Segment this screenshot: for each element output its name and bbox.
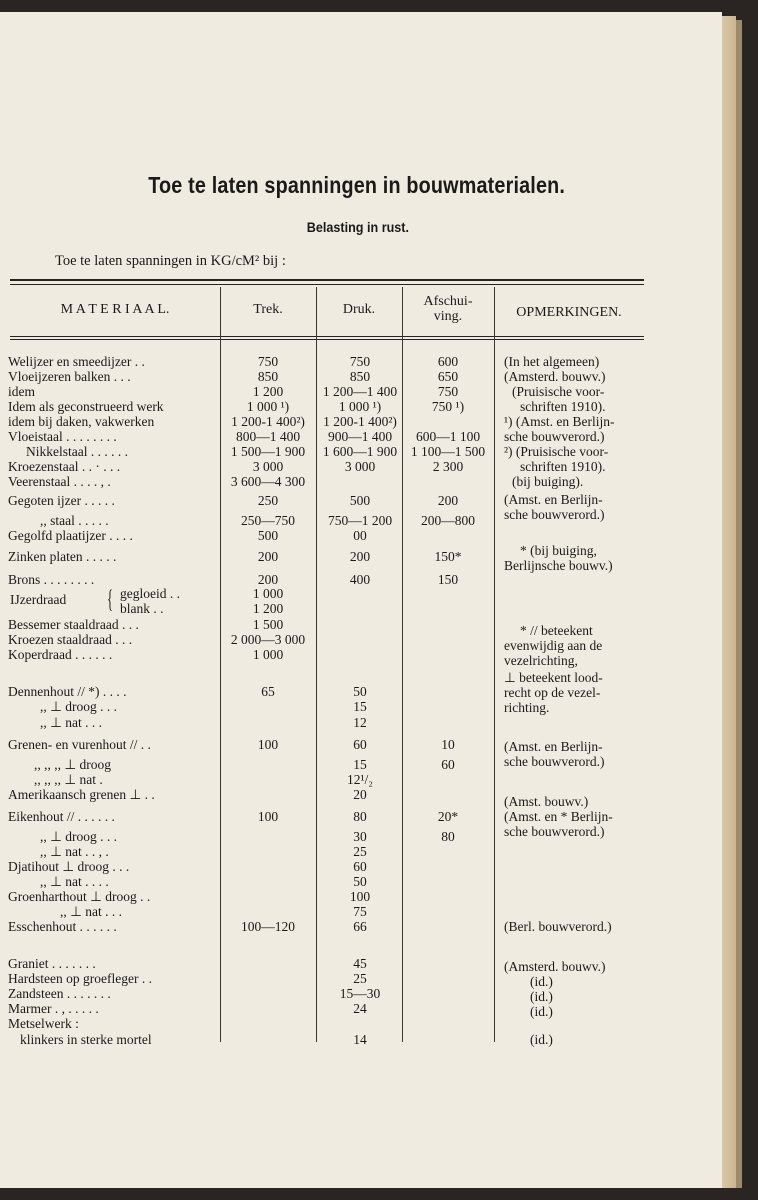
cell-afschuiving: 650 — [437, 369, 459, 384]
remark-line: (Berl. bouwverord.) — [504, 919, 612, 934]
header-afschuiving-2: ving. — [433, 309, 463, 324]
cell-druk: 400 — [349, 572, 371, 587]
cell-trek: 3 000 — [252, 459, 284, 474]
remark-line: (Amst. en Berlijn- — [504, 492, 603, 507]
cell-materiaal: Nikkelstaal . . . . . . — [26, 444, 128, 459]
cell-druk: 1 600—1 900 — [322, 444, 398, 459]
cell-materiaal: klinkers in sterke mortel — [20, 1032, 152, 1047]
cell-materiaal: ,, ⊥ nat . . . — [60, 904, 123, 919]
cell-materiaal: idem bij daken, vakwerken — [8, 414, 155, 429]
cell-materiaal: ,, ⊥ nat . . , . — [40, 844, 109, 859]
cell-druk: 15—30 — [339, 986, 381, 1001]
cell-trek: 800—1 400 — [235, 429, 301, 444]
table-top-rule — [10, 279, 644, 281]
intro-text: Toe te laten spanningen in KG/cM² bij : — [55, 253, 286, 269]
cell-materiaal: Kroezen staaldraad . . . — [8, 632, 133, 647]
cell-trek: 200 — [257, 572, 279, 587]
cell-materiaal: Esschenhout . . . . . . — [8, 919, 117, 934]
cell-druk: 80 — [353, 809, 367, 824]
cell-druk: 60 — [353, 859, 367, 874]
cell-druk: 500 — [349, 493, 371, 508]
brace-ijzerdraad: { — [107, 586, 113, 613]
cell-trek: 1 000 — [252, 586, 284, 601]
cell-materiaal: ,, ,, ,, ⊥ droog — [34, 757, 112, 772]
cell-trek: 1 500—1 900 — [230, 444, 306, 459]
cell-materiaal: ,, ⊥ droog . . . — [40, 699, 118, 714]
cell-druk: 15 — [353, 757, 367, 772]
cell-druk: 66 — [353, 919, 367, 934]
page-subtitle: Belasting in rust. — [306, 219, 410, 235]
cell-druk: 30 — [353, 829, 367, 844]
page-title: Toe te laten spanningen in bouwmaterialen. — [148, 172, 566, 198]
remark-line: ¹) (Amst. en Berlijn- — [504, 414, 615, 429]
cell-materiaal: Dennenhout // *) . . . . — [8, 684, 127, 699]
cell-afschuiving: 750 ¹) — [431, 399, 465, 414]
book-page — [0, 12, 722, 1188]
cell-afschuiving: 200 — [437, 493, 459, 508]
header-materiaal: M A T E R I A A L. — [60, 302, 170, 317]
header-trek: Trek. — [253, 302, 283, 317]
cell-materiaal: Welijzer en smeedijzer . . — [8, 354, 145, 369]
cell-trek: 65 — [261, 684, 275, 699]
remark-line: recht op de vezel- — [504, 685, 601, 700]
cell-trek: 850 — [257, 369, 279, 384]
table-header-rule — [10, 336, 644, 337]
cell-materiaal: ,, staal . . . . . — [40, 513, 109, 528]
cell-materiaal: Zandsteen . . . . . . . — [8, 986, 111, 1001]
cell-materiaal: Grenen- en vurenhout // . . — [8, 737, 151, 752]
cell-materiaal: idem — [8, 384, 35, 399]
cell-materiaal: Brons . . . . . . . . — [8, 572, 95, 587]
cell-materiaal: Metselwerk : — [8, 1016, 79, 1031]
remark-line: ⊥ beteekent lood- — [504, 670, 603, 685]
cell-materiaal: Bessemer staaldraad . . . — [8, 617, 139, 632]
cell-materiaal: IJzerdraad — [10, 592, 67, 607]
page-edge — [722, 16, 736, 1188]
cell-materiaal: gegloeid . . — [120, 586, 180, 601]
remark-line: (Amst. bouwv.) — [504, 794, 589, 809]
cell-afschuiving: 600 — [437, 354, 459, 369]
cell-materiaal: Graniet . . . . . . . — [8, 956, 96, 971]
cell-druk: 850 — [349, 369, 371, 384]
remark-line: schriften 1910). — [520, 399, 606, 414]
remark-line: sche bouwverord.) — [504, 507, 605, 522]
cell-druk: 50 — [353, 684, 367, 699]
cell-druk: 750—1 200 — [327, 513, 393, 528]
cell-trek: 1 200 — [252, 601, 284, 616]
cell-afschuiving: 200—800 — [421, 513, 475, 528]
cell-trek: 250—750 — [241, 513, 295, 528]
cell-materiaal: blank . . — [120, 601, 164, 616]
cell-druk: 900—1 400 — [327, 429, 393, 444]
cell-afschuiving: 150* — [434, 549, 462, 564]
cell-trek: 1 000 — [252, 647, 284, 662]
remark-line: evenwijdig aan de — [504, 638, 603, 653]
remark-line: (id.) — [530, 1032, 553, 1047]
cell-druk: 750 — [349, 354, 371, 369]
cell-materiaal: Vloeistaal . . . . . . . . — [8, 429, 117, 444]
cell-druk: 3 000 — [344, 459, 376, 474]
cell-trek: 100 — [257, 737, 279, 752]
cell-druk: 100 — [349, 889, 371, 904]
cell-afschuiving: 10 — [441, 737, 455, 752]
remark-line: * // beteekent — [520, 623, 593, 638]
remark-line: (Amst. en Berlijn- — [504, 739, 603, 754]
remark-line: sche bouwverord.) — [504, 754, 605, 769]
cell-materiaal: Amerikaansch grenen ⊥ . . — [8, 787, 155, 802]
cell-trek: 1 200-1 400²) — [231, 414, 305, 429]
cell-druk: 20 — [353, 787, 367, 802]
cell-druk: 45 — [353, 956, 367, 971]
remark-line: (bij buiging). — [512, 474, 584, 489]
column-divider-opmerkingen — [494, 287, 495, 1042]
remark-line: (id.) — [530, 989, 553, 1004]
cell-trek: 2 000—3 000 — [230, 632, 306, 647]
cell-druk: 14 — [353, 1032, 367, 1047]
cell-afschuiving: 600—1 100 — [415, 429, 481, 444]
cell-druk: 60 — [353, 737, 367, 752]
cell-trek: 3 600—4 300 — [230, 474, 306, 489]
cell-materiaal: Djatihout ⊥ droog . . . — [8, 859, 130, 874]
remark-line: (id.) — [530, 974, 553, 989]
table-top-rule-thin — [10, 284, 644, 285]
cell-trek: 250 — [257, 493, 279, 508]
remark-line: (Amsterd. bouwv.) — [504, 369, 606, 384]
remark-line: schriften 1910). — [520, 459, 606, 474]
cell-materiaal: Gegoten ijzer . . . . . — [8, 493, 115, 508]
cell-druk: 1 200-1 400²) — [323, 414, 397, 429]
remark-line: (Amst. en * Berlijn- — [504, 809, 613, 824]
cell-materiaal: ,, ⊥ nat . . . . — [40, 874, 109, 889]
cell-materiaal: Vloeijzeren balken . . . — [8, 369, 131, 384]
cell-materiaal: Koperdraad . . . . . . — [8, 647, 113, 662]
cell-afschuiving: 80 — [441, 829, 455, 844]
cell-materiaal: Gegolfd plaatijzer . . . . — [8, 528, 133, 543]
cell-materiaal: Veerenstaal . . . . , . — [8, 474, 111, 489]
cell-druk: 00 — [353, 528, 367, 543]
remark-line: sche bouwverord.) — [504, 824, 605, 839]
cell-trek: 1 200 — [252, 384, 284, 399]
cell-materiaal: Groenharthout ⊥ droog . . — [8, 889, 151, 904]
remark-line: (Amsterd. bouwv.) — [504, 959, 606, 974]
cell-materiaal: Marmer . , . . . . . — [8, 1001, 99, 1016]
page-edge-shadow — [736, 20, 742, 1188]
remark-line: (id.) — [530, 1004, 553, 1019]
cell-afschuiving: 150 — [437, 572, 459, 587]
cell-materiaal: ,, ⊥ nat . . . — [40, 715, 103, 730]
remark-line: richting. — [504, 700, 550, 715]
cell-druk: 15 — [353, 699, 367, 714]
cell-afschuiving: 2 300 — [432, 459, 464, 474]
remark-line: * (bij buiging, — [520, 543, 597, 558]
cell-afschuiving: 750 — [437, 384, 459, 399]
remark-line: sche bouwverord.) — [504, 429, 605, 444]
cell-druk: 25 — [353, 971, 367, 986]
remark-line: Berlijnsche bouwv.) — [504, 558, 613, 573]
cell-trek: 500 — [257, 528, 279, 543]
cell-trek: 750 — [257, 354, 279, 369]
cell-druk: 1 200—1 400 — [322, 384, 398, 399]
table-header-rule-2 — [10, 339, 644, 340]
cell-trek: 100—120 — [241, 919, 295, 934]
cell-materiaal: Zinken platen . . . . . — [8, 549, 117, 564]
remark-line: ²) (Pruisische voor- — [504, 444, 609, 459]
cell-druk: 50 — [353, 874, 367, 889]
cell-trek: 200 — [257, 549, 279, 564]
cell-druk: 12¹/₂ — [346, 772, 373, 787]
cell-druk: 200 — [349, 549, 371, 564]
remark-line: vezelrichting, — [504, 653, 578, 668]
remark-line: (Pruisische voor- — [512, 384, 605, 399]
cell-materiaal: Hardsteen op groefleger . . — [8, 971, 152, 986]
cell-afschuiving: 1 100—1 500 — [410, 444, 486, 459]
cell-materiaal: ,, ,, ,, ⊥ nat . — [34, 772, 103, 787]
cell-materiaal: Kroezenstaal . . · . . . — [8, 459, 121, 474]
cell-afschuiving: 20* — [437, 809, 459, 824]
cell-trek: 100 — [257, 809, 279, 824]
cell-druk: 1 000 ¹) — [338, 399, 382, 414]
header-druk: Druk. — [342, 302, 376, 317]
cell-druk: 24 — [353, 1001, 367, 1016]
cell-materiaal: Idem als geconstrueerd werk — [8, 399, 164, 414]
cell-druk: 25 — [353, 844, 367, 859]
cell-materiaal: Eikenhout // . . . . . . — [8, 809, 115, 824]
header-afschuiving-1: Afschui- — [423, 294, 473, 309]
cell-druk: 75 — [353, 904, 367, 919]
header-opmerkingen: OPMERKINGEN. — [516, 305, 622, 320]
cell-trek: 1 000 ¹) — [246, 399, 290, 414]
cell-druk: 12 — [353, 715, 367, 730]
cell-afschuiving: 60 — [441, 757, 455, 772]
remark-line: (In het algemeen) — [504, 354, 600, 369]
cell-materiaal: ,, ⊥ droog . . . — [40, 829, 118, 844]
cell-trek: 1 500 — [252, 617, 284, 632]
